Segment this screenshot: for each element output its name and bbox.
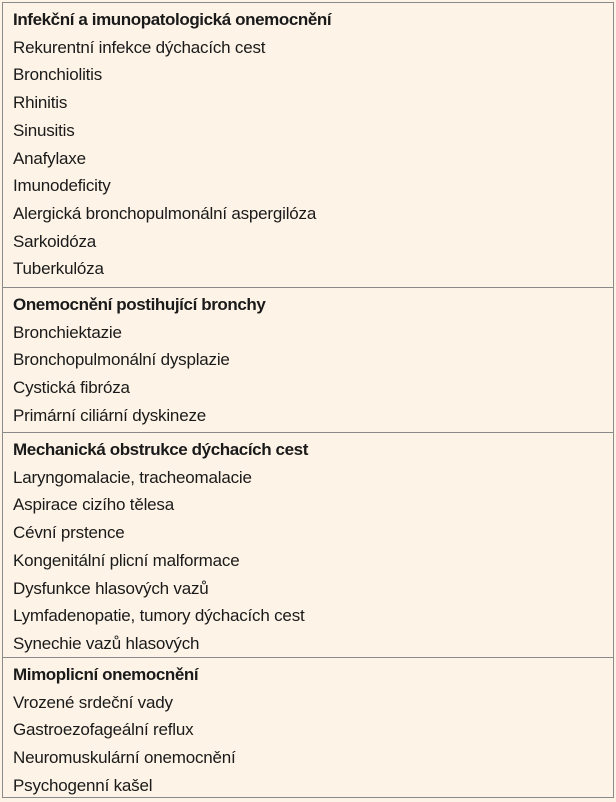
list-item: Alergická bronchopulmonální aspergilóza [13, 203, 317, 223]
list-item: Tuberkulóza [13, 259, 104, 279]
diagnosis-table [2, 2, 614, 798]
section-title: Onemocnění postihující bronchy [13, 295, 266, 314]
list-item: Aspirace cizího tělesa [13, 495, 174, 515]
list-item: Synechie vazů hlasových [13, 633, 200, 653]
list-item: Psychogenní kašel [13, 775, 153, 795]
list-item: Sarkoidóza [13, 231, 97, 251]
list-item: Sinusitis [13, 120, 75, 140]
list-item: Gastroezofageální reflux [13, 720, 194, 740]
list-item: Imunodeficity [13, 176, 111, 196]
list-item: Neuromuskulární onemocnění [13, 748, 236, 768]
list-item: Lymfadenopatie, tumory dýchacích cest [13, 606, 305, 626]
list-item: Laryngomalacie, tracheomalacie [13, 467, 252, 487]
list-item: Bronchiektazie [13, 322, 122, 342]
list-item: Kongenitální plicní malformace [13, 550, 240, 570]
section-title: Mechanická obstrukce dýchacích cest [13, 440, 308, 459]
list-item: Rhinitis [13, 93, 68, 113]
list-item: Cystická fibróza [13, 378, 130, 398]
list-item: Cévní prstence [13, 523, 125, 543]
list-item: Bronchopulmonální dysplazie [13, 350, 230, 370]
list-item: Primární ciliární dyskineze [13, 405, 206, 425]
section-mechanical-obstruction [3, 433, 613, 658]
section-bronchi [3, 288, 613, 433]
list-item: Anafylaxe [13, 148, 86, 168]
list-item: Rekurentní infekce dýchacích cest [13, 37, 266, 57]
list-item: Dysfunkce hlasových vazů [13, 578, 209, 598]
section-title: Mimoplicní onemocnění [13, 665, 199, 684]
list-item: Vrozené srdeční vady [13, 692, 173, 712]
list-item: Bronchiolitis [13, 65, 103, 85]
section-extrapulmonary [3, 658, 613, 797]
section-title: Infekční a imunopatologická onemocnění [13, 10, 332, 29]
section-infectious [3, 3, 613, 288]
